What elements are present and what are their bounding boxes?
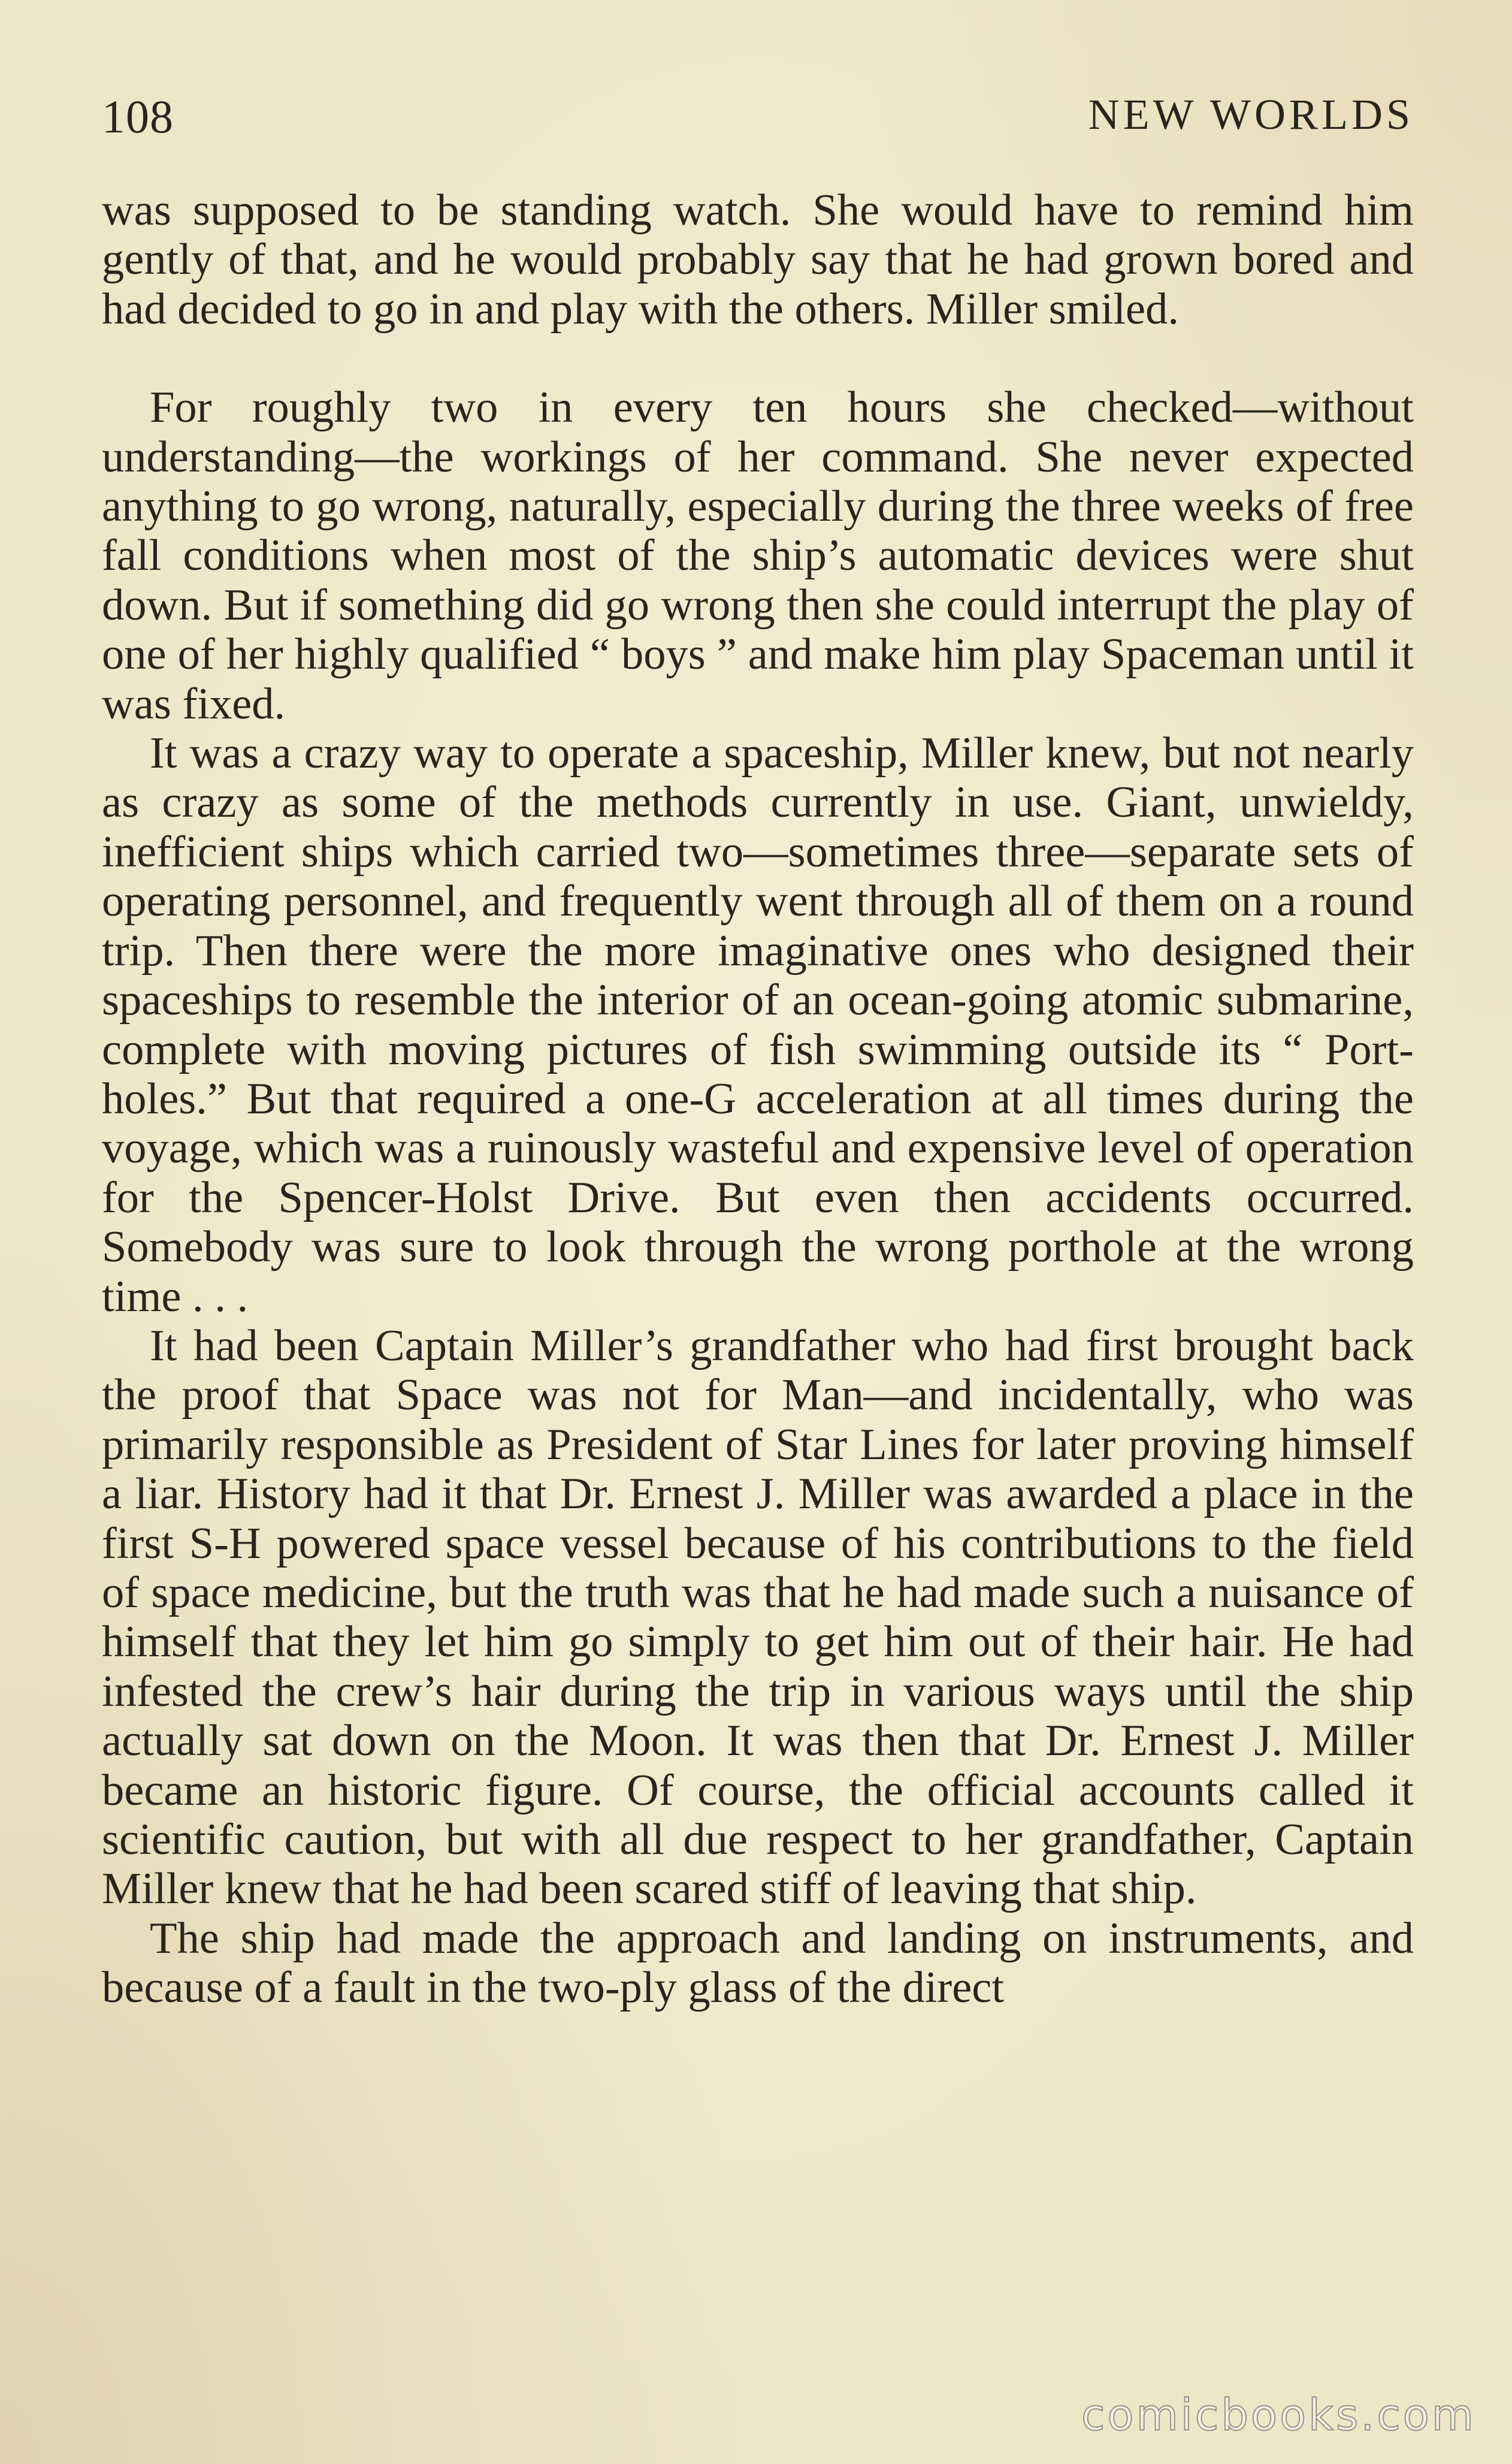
paragraph: It had been Captain Miller’s grandfather who had first brought back the proof that Space was not for Man—and incidentally, who was primarily responsible as President of Star Lines for later proving himself a liar. History had it that Dr. Ernest J. Miller was awarded a place in the first S-H powered space vessel because of his contributions to the field of space medicine, but the truth was that he had made such a nuisance of himself that they let him go simply to get him out of their hair. He had infested the crew’s hair during the trip in various ways until the ship actually sat down on the Moon. It was then that Dr. Ernest J. Miller became an historic figure. Of course, the official accounts called it scientific caution, but with all due respect to her grandfather, Captain Miller knew that he had been scared stiff of leaving that ship. — [102, 1321, 1414, 1914]
body-text — [102, 186, 1414, 2013]
paragraph: It was a crazy way to operate a spaceship, Miller knew, but not nearly as crazy as some of the methods currently in use. Giant, unwieldy, inefficient ships which carried two—sometimes three—separate sets of operating personnel, and frequently went through all of them on a round trip. Then there were the more imaginative ones who designed their spaceships to resemble the interior of an ocean-going atomic submarine, complete with moving pictures of fish swimming outside its “ Port-holes.” But that required a one-G acceleration at all times during the voyage, which was a ruinously wasteful and expensive level of operation for the Spencer-Holst Drive. But even then accidents occurred. Somebody was sure to look through the wrong porthole at the wrong time . . . — [102, 729, 1414, 1321]
running-title: NEW WORLDS — [1088, 90, 1414, 138]
running-head — [102, 90, 1414, 156]
page-number: 108 — [102, 90, 174, 143]
paragraph: The ship had made the approach and landing on instruments, and because of a fault in the two-ply glass of the direct — [102, 1913, 1414, 2013]
watermark: comicbooks.com — [1081, 2390, 1476, 2440]
paragraph: For roughly two in every ten hours she checked—without understanding—the workings of her command. She never expected anything to go wrong, naturally, especially during the three weeks of free fall conditions when most of the ship’s automatic devices were shut down. But if something did go wrong then she could interrupt the play of one of her highly qualified “ boys ” and make him play Spaceman until it was fixed. — [102, 383, 1414, 729]
paragraph: was supposed to be standing watch. She would have to remind him gently of that, and he would probably say that he had grown bored and had decided to go in and play with the others. Miller smiled. — [102, 186, 1414, 334]
